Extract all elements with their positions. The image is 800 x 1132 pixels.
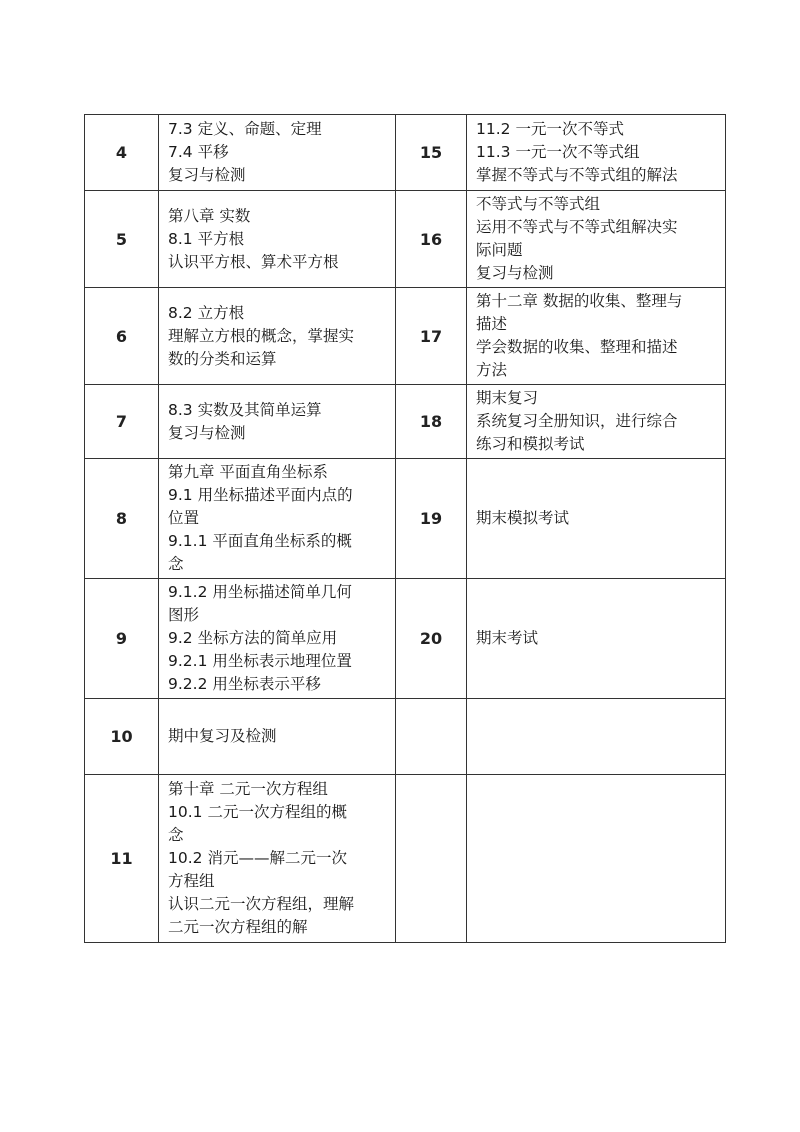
- left-week-number: 9: [85, 579, 159, 699]
- content-line: 认识平方根、算术平方根: [168, 252, 339, 271]
- table-row: [85, 775, 726, 943]
- left-week-number: 8: [85, 459, 159, 579]
- content-line: 掌握不等式与不等式组的解法: [476, 166, 678, 184]
- content-line: 理解立方根的概念，掌握实: [168, 326, 355, 345]
- content-line: 学会数据的收集、整理和描述: [476, 338, 678, 356]
- table-row: [85, 459, 726, 579]
- content-line: 方程组: [168, 872, 215, 890]
- left-content-cell: [159, 699, 396, 775]
- content-line: 认识二元一次方程组，理解: [168, 895, 355, 913]
- content-line: 系统复习全册知识，进行综合: [476, 412, 678, 430]
- content-line: 方法: [476, 361, 508, 379]
- content-line: 图形: [168, 606, 200, 624]
- content-line: 二元一次方程组的解: [168, 918, 308, 936]
- content-line: 8.3 实数及其简单运算: [168, 400, 322, 419]
- right-week-number: 19: [396, 459, 467, 579]
- content-line: 第八章 实数: [168, 206, 251, 225]
- content-line: 8.2 立方根: [168, 303, 245, 322]
- right-week-number: 20: [396, 579, 467, 699]
- table-row: [85, 288, 726, 385]
- left-content-cell: [159, 288, 396, 385]
- content-line: 期末考试: [476, 629, 539, 647]
- content-line: 11.3 一元一次不等式组: [476, 143, 640, 161]
- right-week-number: [396, 775, 467, 943]
- left-content-cell: [159, 115, 396, 191]
- right-week-number: 15: [396, 115, 467, 191]
- content-line: 10.1 二元一次方程组的概: [168, 803, 347, 821]
- content-line: 9.2 坐标方法的简单应用: [168, 629, 338, 647]
- table-row: [85, 699, 726, 775]
- content-line: 复习与检测: [476, 264, 554, 282]
- right-content-cell: [467, 699, 726, 775]
- content-line: 念: [168, 555, 184, 573]
- schedule-body: [85, 115, 726, 943]
- right-week-number: 18: [396, 385, 467, 459]
- right-week-number: 16: [396, 191, 467, 288]
- left-week-number: 11: [85, 775, 159, 943]
- content-line: 复习与检测: [168, 423, 246, 442]
- right-content-cell: [467, 579, 726, 699]
- left-week-number: 7: [85, 385, 159, 459]
- content-line: 不等式与不等式组: [476, 195, 601, 213]
- content-line: 期中复习及检测: [168, 727, 277, 745]
- content-line: 数的分类和运算: [168, 349, 277, 368]
- left-week-number: 6: [85, 288, 159, 385]
- content-line: 9.1 用坐标描述平面内点的: [168, 486, 353, 504]
- right-content-cell: [467, 459, 726, 579]
- content-line: 第九章 平面直角坐标系: [168, 463, 328, 481]
- content-line: 期末复习: [476, 389, 539, 407]
- schedule-table: [84, 114, 726, 943]
- content-line: 8.1 平方根: [168, 229, 245, 248]
- table-row: [85, 579, 726, 699]
- content-line: 练习和模拟考试: [476, 435, 585, 453]
- content-line: 9.2.2 用坐标表示平移: [168, 675, 321, 693]
- table-row: [85, 385, 726, 459]
- content-line: 运用不等式与不等式组解决实: [476, 218, 678, 236]
- content-line: 9.1.2 用坐标描述简单几何: [168, 583, 352, 601]
- content-line: 念: [168, 826, 184, 844]
- left-content-cell: [159, 385, 396, 459]
- right-content-cell: [467, 288, 726, 385]
- left-week-number: 5: [85, 191, 159, 288]
- content-line: 际问题: [476, 241, 523, 259]
- right-content-cell: [467, 115, 726, 191]
- left-content-cell: [159, 191, 396, 288]
- content-line: 复习与检测: [168, 166, 246, 184]
- content-line: 9.1.1 平面直角坐标系的概: [168, 532, 352, 550]
- right-content-cell: [467, 775, 726, 943]
- table-row: [85, 191, 726, 288]
- content-line: 7.4 平移: [168, 143, 229, 161]
- right-content-cell: [467, 385, 726, 459]
- right-content-cell: [467, 191, 726, 288]
- right-week-number: 17: [396, 288, 467, 385]
- content-line: 描述: [476, 315, 508, 333]
- content-line: 10.2 消元——解二元一次: [168, 849, 347, 867]
- left-content-cell: [159, 775, 396, 943]
- content-line: 期末模拟考试: [476, 509, 570, 527]
- content-line: 11.2 一元一次不等式: [476, 120, 624, 138]
- content-line: 第十章 二元一次方程组: [168, 780, 328, 798]
- left-content-cell: [159, 579, 396, 699]
- table-row: [85, 115, 726, 191]
- content-line: 位置: [168, 509, 200, 527]
- right-week-number: [396, 699, 467, 775]
- content-line: 9.2.1 用坐标表示地理位置: [168, 652, 352, 670]
- content-line: 第十二章 数据的收集、整理与: [476, 292, 683, 310]
- content-line: 7.3 定义、命题、定理: [168, 120, 322, 138]
- left-content-cell: [159, 459, 396, 579]
- left-week-number: 4: [85, 115, 159, 191]
- left-week-number: 10: [85, 699, 159, 775]
